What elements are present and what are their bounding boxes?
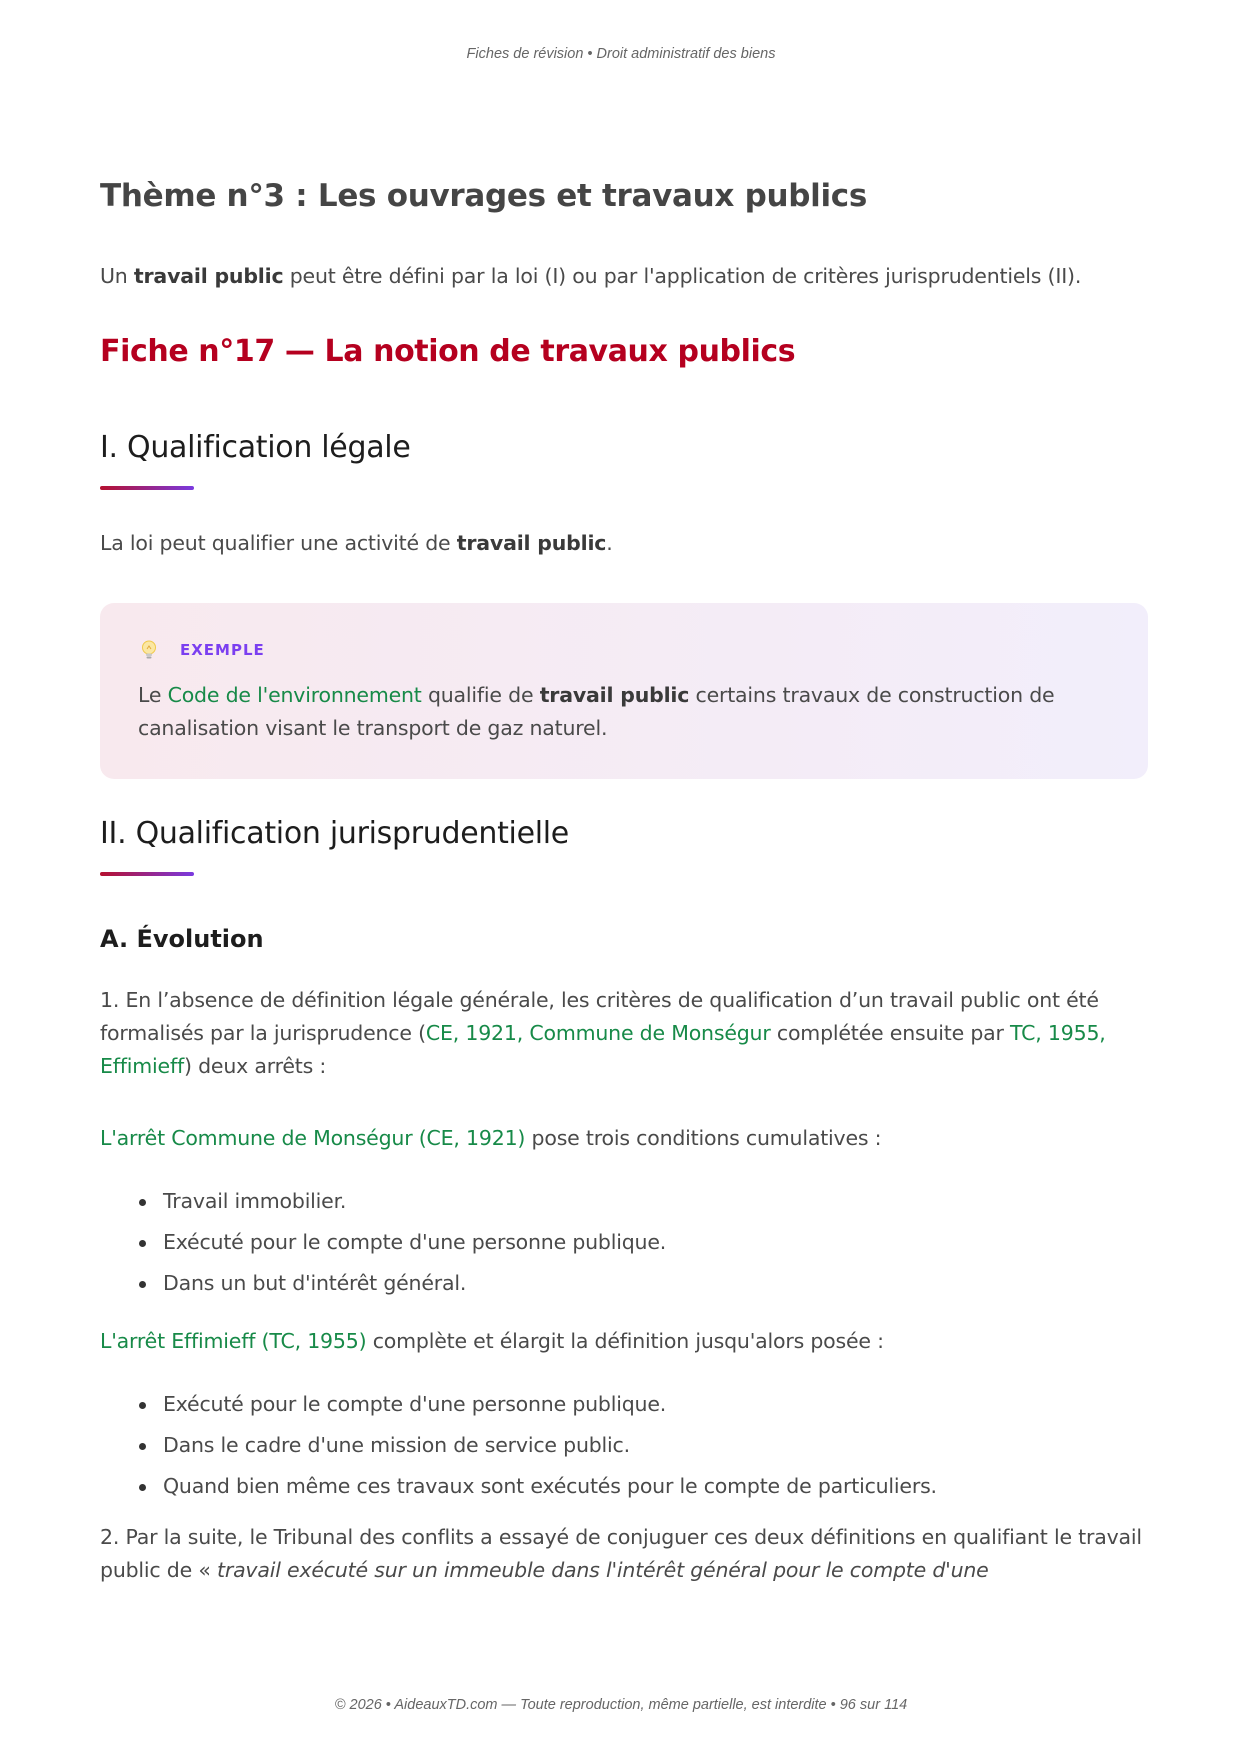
example-text-mid: qualifie de bbox=[421, 683, 540, 707]
section-1-text-post: . bbox=[606, 531, 613, 555]
evolution-paragraph-2 bbox=[100, 1521, 1148, 1587]
p2-italic: travail exécuté sur un immeuble dans l'intérêt général pour le compte d'une bbox=[217, 1558, 989, 1582]
effimieff-link[interactable]: TC, 1955, Effimieff bbox=[100, 1021, 1106, 1078]
intro-bold: travail public bbox=[133, 264, 284, 288]
section-1-text-pre: La loi peut qualifier une activité de bbox=[100, 531, 457, 555]
section-2-underline bbox=[100, 872, 194, 876]
example-callout bbox=[100, 603, 1148, 779]
page-header: Fiches de révision • Droit administratif des biens bbox=[466, 46, 776, 62]
list-item: Exécuté pour le compte d'une personne publique. bbox=[100, 1222, 1148, 1263]
section-1-title: I. Qualification légale bbox=[100, 430, 411, 465]
effimieff-intro-text: complète et élargit la définition jusqu'alors posée : bbox=[366, 1329, 884, 1353]
example-text-bold: travail public bbox=[539, 683, 690, 707]
page-footer: © 2026 • AideauxTD.com — Toute reproduction, même partielle, est interdite • 96 sur 114 bbox=[334, 1697, 908, 1713]
effimieff-arret-link[interactable]: L'arrêt Effimieff (TC, 1955) bbox=[100, 1329, 367, 1353]
p1-post: ) deux arrêts : bbox=[184, 1054, 327, 1078]
p1-mid: complétée ensuite par bbox=[770, 1021, 1011, 1045]
section-1-text-bold: travail public bbox=[456, 531, 607, 555]
monsegur-link[interactable]: CE, 1921, Commune de Monségur bbox=[425, 1021, 771, 1045]
list-item: Quand bien même ces travaux sont exécutés pour le compte de particuliers. bbox=[100, 1466, 1148, 1507]
list-item: Dans le cadre d'une mission de service public. bbox=[100, 1425, 1148, 1466]
theme-intro bbox=[100, 260, 1081, 293]
list-item: Exécuté pour le compte d'une personne publique. bbox=[100, 1384, 1148, 1425]
list-item: Travail immobilier. bbox=[100, 1181, 1148, 1222]
example-text-pre: Le bbox=[138, 683, 168, 707]
example-header bbox=[138, 639, 265, 661]
intro-text: Un bbox=[100, 264, 134, 288]
p1-pre: 1. En l’absence de définition légale générale, les critères de qualification d’un travail public ont été formalisés par la jurisprudence ( bbox=[100, 988, 1099, 1045]
monsegur-conditions-list bbox=[100, 1181, 1148, 1304]
section-2-title: II. Qualification jurisprudentielle bbox=[100, 816, 569, 851]
code-environnement-link[interactable]: Code de l'environnement bbox=[167, 683, 422, 707]
subsection-a-title: A. Évolution bbox=[100, 925, 264, 953]
example-text-post: certains travaux de construction de canalisation visant le transport de gaz naturel. bbox=[138, 683, 1055, 740]
example-label: EXEMPLE bbox=[180, 641, 265, 659]
list-item: Dans un but d'intérêt général. bbox=[100, 1263, 1148, 1304]
section-1-text bbox=[100, 527, 613, 560]
theme-title: Thème n°3 : Les ouvrages et travaux publics bbox=[100, 178, 868, 214]
monsegur-intro bbox=[100, 1122, 881, 1155]
example-text bbox=[138, 679, 1098, 745]
lightbulb-icon bbox=[138, 639, 160, 661]
monsegur-intro-text: pose trois conditions cumulatives : bbox=[525, 1126, 882, 1150]
p2-pre: 2. Par la suite, le Tribunal des conflits a essayé de conjuguer ces deux définitions en qualifiant le travail public de « bbox=[100, 1525, 1142, 1582]
monsegur-arret-link[interactable]: L'arrêt Commune de Monségur (CE, 1921) bbox=[100, 1126, 526, 1150]
effimieff-intro bbox=[100, 1325, 884, 1358]
section-1-underline bbox=[100, 486, 194, 490]
intro-text-rest: peut être défini par la loi (I) ou par l'application de critères jurisprudentiels (II). bbox=[283, 264, 1082, 288]
fiche-title: Fiche n°17 — La notion de travaux publics bbox=[100, 334, 796, 369]
evolution-paragraph-1 bbox=[100, 984, 1148, 1083]
effimieff-conditions-list bbox=[100, 1384, 1148, 1507]
